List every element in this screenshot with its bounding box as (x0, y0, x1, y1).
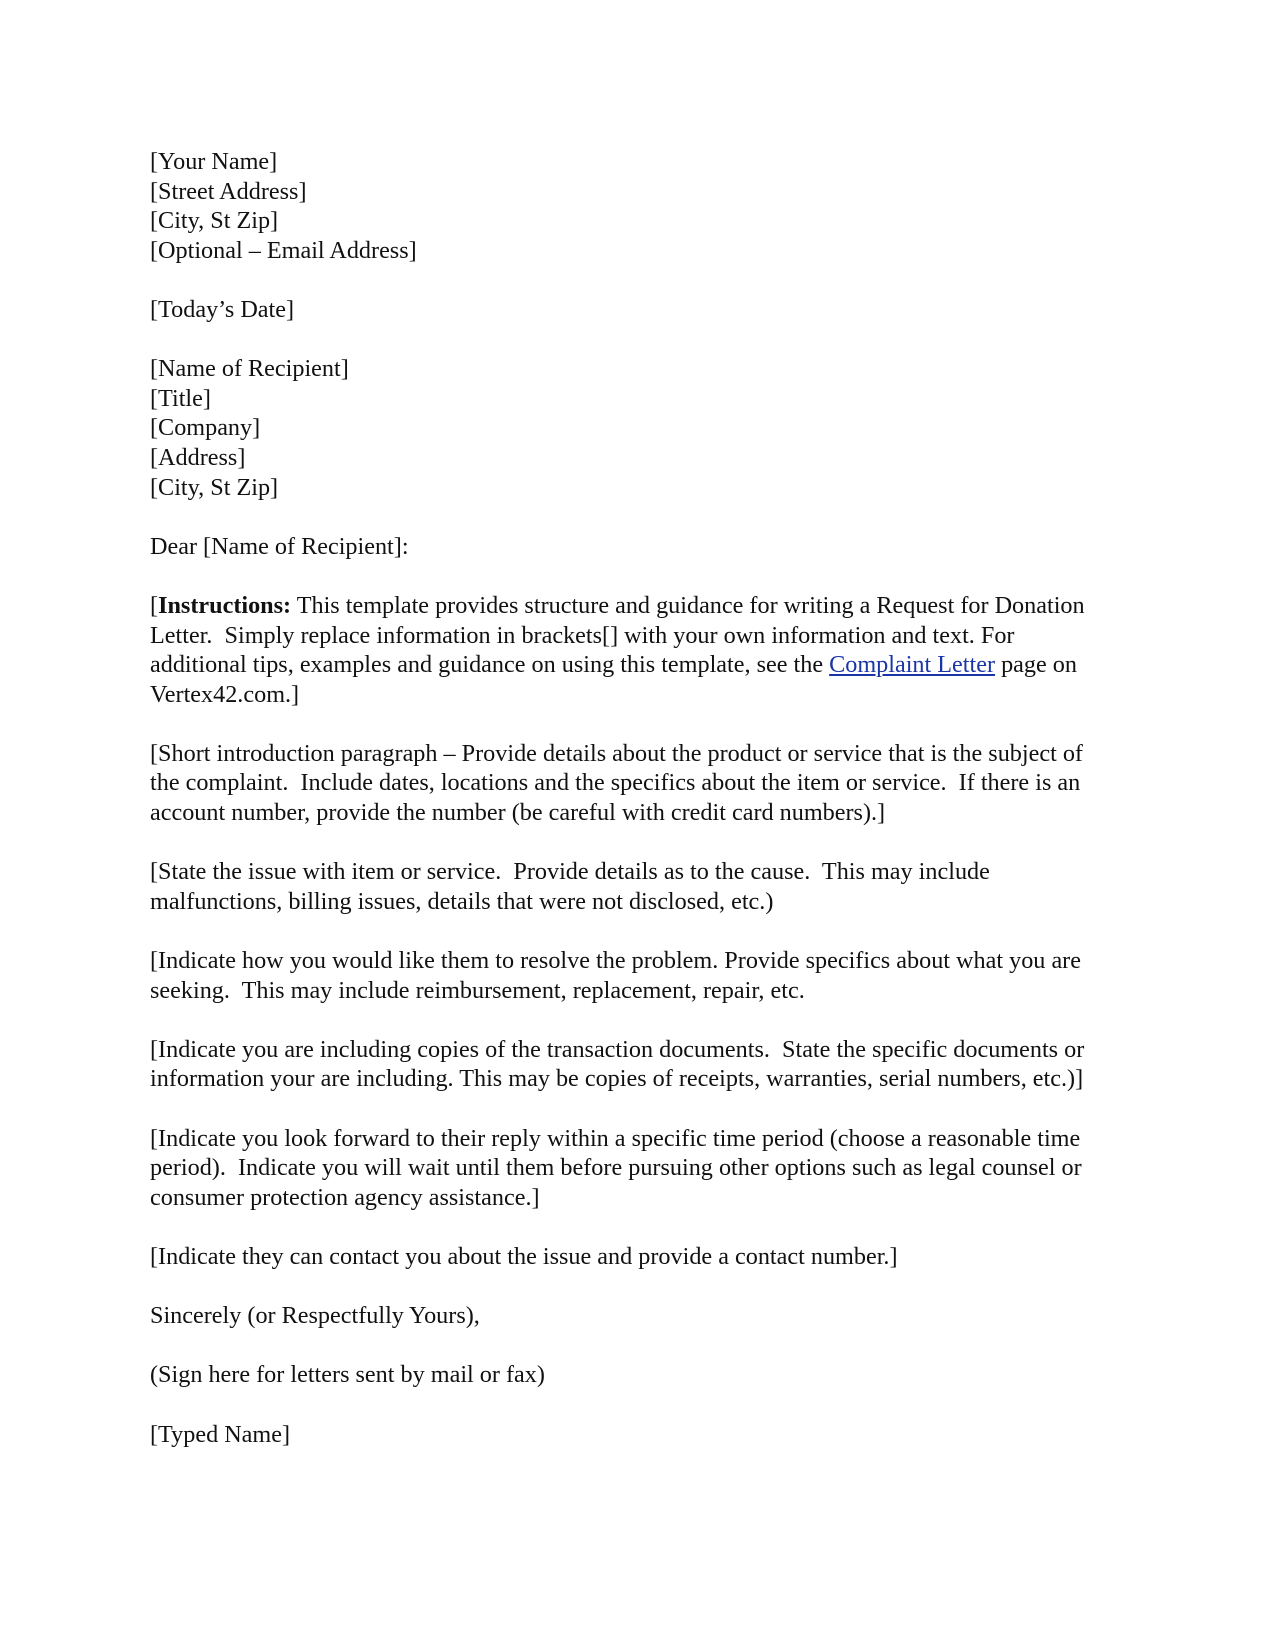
instructions-open-bracket: [ (150, 591, 159, 619)
paragraph-line: period). Indicate you will wait until them before pursuing other options such as legal counsel or (150, 1154, 1082, 1182)
signature-block (150, 1360, 1140, 1390)
instructions-line-4: Vertex42.com.] (150, 680, 300, 708)
letter-page (150, 147, 1140, 1479)
instructions-line-3-tail: page on (995, 651, 1077, 679)
closing: Sincerely (or Respectfully Yours), (150, 1302, 480, 1330)
paragraph-line: account number, provide the number (be careful with credit card numbers).] (150, 799, 886, 827)
instructions-line-1-text: This template provides structure and guidance for writing a Request for Donation (291, 591, 1085, 619)
sender-street: [Street Address] (150, 177, 307, 205)
paragraph-line: malfunctions, billing issues, details that were not disclosed, etc.) (150, 887, 774, 915)
paragraph-line: [State the issue with item or service. Provide details as to the cause. This may include (150, 858, 990, 886)
instructions-line-2: Letter. Simply replace information in brackets[] with your own information and text. For (150, 621, 1015, 649)
salutation-block (150, 532, 1140, 562)
body-paragraph-contact (150, 1242, 1140, 1272)
paragraph-line: information your are including. This may be copies of receipts, warranties, serial numbers, etc.)] (150, 1065, 1084, 1093)
body-paragraph-reply (150, 1124, 1140, 1213)
body-paragraph-documents (150, 1035, 1140, 1094)
paragraph-line: [Indicate how you would like them to resolve the problem. Provide specifics about what you are (150, 947, 1081, 975)
recipient-address: [Address] (150, 443, 246, 471)
body-paragraph-intro (150, 739, 1140, 828)
instructions-line-3-text: additional tips, examples and guidance on using this template, see the (150, 651, 830, 679)
sender-email: [Optional – Email Address] (150, 236, 417, 264)
paragraph-line: [Short introduction paragraph – Provide details about the product or service that is the subject of (150, 739, 1083, 767)
paragraph-line: the complaint. Include dates, locations and the specifics about the item or service. If there is an (150, 769, 1081, 797)
letter-date: [Today’s Date] (150, 295, 295, 323)
paragraph-line: [Indicate they can contact you about the issue and provide a contact number.] (150, 1242, 898, 1270)
instructions-line-3 (150, 650, 1140, 680)
complaint-letter-link[interactable]: Complaint Letter (829, 651, 996, 679)
sender-name: [Your Name] (150, 148, 278, 175)
recipient-block (150, 354, 1140, 502)
typed-name: [Typed Name] (150, 1420, 291, 1448)
recipient-title: [Title] (150, 384, 211, 412)
date-block (150, 295, 1140, 325)
signature-note: (Sign here for letters sent by mail or fax) (150, 1361, 545, 1389)
instructions-label: Instructions: (158, 591, 292, 619)
paragraph-line: consumer protection agency assistance.] (150, 1183, 540, 1211)
instructions-paragraph (150, 591, 1140, 709)
instructions-line-1 (150, 591, 1140, 621)
body-paragraph-resolution (150, 946, 1140, 1005)
recipient-city: [City, St Zip] (150, 473, 279, 501)
typed-name-block (150, 1420, 1140, 1450)
salutation: Dear [Name of Recipient]: (150, 532, 409, 560)
recipient-name: [Name of Recipient] (150, 355, 349, 383)
recipient-company: [Company] (150, 414, 261, 442)
paragraph-line: [Indicate you look forward to their reply within a specific time period (choose a reasonable time (150, 1124, 1081, 1152)
sender-block (150, 147, 1140, 265)
sender-city: [City, St Zip] (150, 207, 279, 235)
body-paragraph-issue (150, 857, 1140, 916)
paragraph-line: [Indicate you are including copies of the transaction documents. State the specific documents or (150, 1035, 1085, 1063)
closing-block (150, 1301, 1140, 1331)
paragraph-line: seeking. This may include reimbursement, replacement, repair, etc. (150, 976, 805, 1004)
